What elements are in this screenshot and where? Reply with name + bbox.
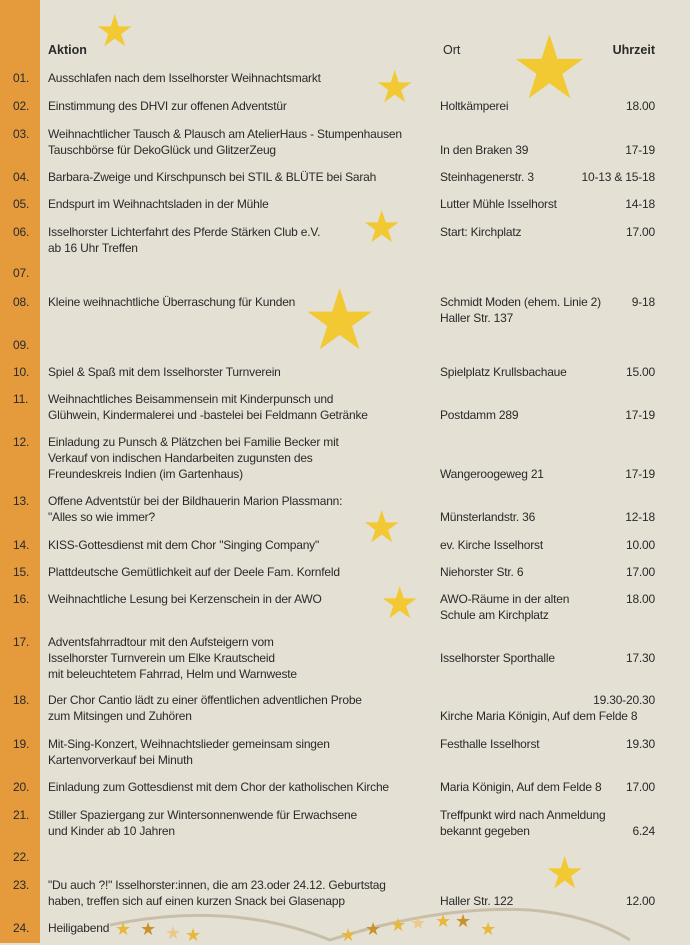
star-garland-decoration — [110, 905, 630, 945]
day-number: 03. — [13, 127, 30, 141]
action-text: "Du auch ?!" Isselhorster:innen, die am 23.oder 24.12. Geburtstag — [48, 878, 386, 892]
day-number: 08. — [13, 295, 30, 309]
time-text: 17-19 — [625, 143, 655, 157]
place-text: Wangeroogeweg 21 — [440, 467, 544, 481]
svg-text:★: ★ — [390, 915, 407, 935]
svg-text:★: ★ — [365, 919, 382, 939]
day-number: 01. — [13, 71, 30, 85]
day-number: 23. — [13, 878, 30, 892]
day-number: 24. — [13, 921, 30, 935]
place-text: Festhalle Isselhorst — [440, 737, 540, 751]
place-text: ev. Kirche Isselhorst — [440, 538, 543, 552]
place-text: In den Braken 39 — [440, 143, 529, 157]
time-text: 17-19 — [625, 408, 655, 422]
star-icon: ★ — [302, 273, 378, 367]
place-text: Steinhagenerstr. 3 — [440, 170, 534, 184]
place-text: Niehorster Str. 6 — [440, 565, 524, 579]
place-text: Spielplatz Krullsbachaue — [440, 365, 567, 379]
action-text: Weihnachtliches Beisammensein mit Kinderpunsch und — [48, 392, 334, 406]
place-text: bekannt gegeben — [440, 824, 530, 838]
action-text: Weihnachtliche Lesung bei Kerzenschein in der AWO — [48, 592, 322, 606]
place-text: Schmidt Moden (ehem. Linie 2) — [440, 295, 601, 309]
action-text: Offene Adventstür bei der Bildhauerin Marion Plassmann: — [48, 494, 343, 508]
svg-text:★: ★ — [410, 913, 427, 933]
time-text: 14-18 — [625, 197, 655, 211]
day-number: 07. — [13, 266, 30, 280]
time-text: 17.00 — [625, 565, 655, 579]
action-text: Kleine weihnachtliche Überraschung für Kunden — [48, 295, 296, 309]
time-text: 12.00 — [625, 894, 655, 908]
svg-text:★: ★ — [115, 919, 132, 939]
day-number: 20. — [13, 780, 30, 794]
action-text: Adventsfahrradtour mit den Aufsteigern vom — [48, 635, 274, 649]
action-text: Der Chor Cantio lädt zu einer öffentlichen adventlichen Probe — [48, 693, 362, 707]
svg-text:★: ★ — [165, 923, 182, 943]
time-text: 17-19 — [625, 467, 655, 481]
action-text: Endspurt im Weihnachtsladen in der Mühle — [48, 197, 269, 211]
star-icon: ★ — [510, 18, 589, 117]
action-text: mit beleuchtetem Fahrrad, Helm und Warnweste — [48, 667, 297, 681]
time-text: 17.00 — [625, 780, 655, 794]
star-icon: ★ — [380, 579, 420, 628]
star-icon: ★ — [362, 503, 402, 552]
action-text: Ausschlafen nach dem Isselhorster Weihnachtsmarkt — [48, 71, 321, 85]
day-number: 02. — [13, 99, 30, 113]
action-text: Isselhorster Lichterfahrt des Pferde Stärken Club e.V. — [48, 225, 321, 239]
star-icon: ★ — [545, 849, 585, 898]
day-number: 18. — [13, 693, 30, 707]
time-text: 9-18 — [631, 295, 655, 309]
header-time: Uhrzeit — [612, 43, 655, 57]
place-text: Isselhorster Sporthalle — [440, 651, 555, 665]
time-text: 12-18 — [625, 510, 655, 524]
time-text: 15.00 — [625, 365, 655, 379]
day-number: 14. — [13, 538, 30, 552]
star-icon: ★ — [362, 203, 402, 252]
svg-text:★: ★ — [480, 919, 497, 939]
place-text: Holtkämperei — [440, 99, 509, 113]
action-text: ab 16 Uhr Treffen — [48, 241, 138, 255]
day-number: 10. — [13, 365, 30, 379]
place-text: AWO-Räume in der alten — [440, 592, 570, 606]
day-number: 15. — [13, 565, 30, 579]
time-text: 18.00 — [625, 99, 655, 113]
place-text: Haller Str. 122 — [440, 894, 514, 908]
svg-text:★: ★ — [435, 911, 452, 931]
svg-text:★: ★ — [140, 919, 157, 939]
time-text: 10.00 — [625, 538, 655, 552]
place-text: Maria Königin, Auf dem Felde 8 — [440, 780, 602, 794]
header-action: Aktion — [48, 43, 87, 57]
day-number: 04. — [13, 170, 30, 184]
day-number: 13. — [13, 494, 30, 508]
time-text: 17.30 — [625, 651, 655, 665]
day-number: 12. — [13, 435, 30, 449]
place-text: Haller Str. 137 — [440, 311, 514, 325]
action-text: Glühwein, Kindermalerei und -bastelei bei Feldmann Getränke — [48, 408, 368, 422]
time-text: 18.00 — [625, 592, 655, 606]
action-text: "Alles so wie immer? — [48, 510, 155, 524]
action-text: Einstimmung des DHVI zur offenen Adventstür — [48, 99, 287, 113]
svg-text:★: ★ — [455, 911, 472, 931]
action-text: Plattdeutsche Gemütlichkeit auf der Deele Fam. Kornfeld — [48, 565, 340, 579]
day-number: 17. — [13, 635, 30, 649]
time-text: 6.24 — [632, 824, 655, 838]
star-icon: ★ — [95, 7, 135, 56]
action-text: Mit-Sing-Konzert, Weihnachtslieder gemeinsam singen — [48, 737, 330, 751]
action-text: Isselhorster Turnverein um Elke Krautscheid — [48, 651, 275, 665]
time-text: 19.30-20.30 — [593, 693, 655, 707]
day-number: 05. — [13, 197, 30, 211]
place-text: Lutter Mühle Isselhorst — [440, 197, 557, 211]
day-number: 06. — [13, 225, 30, 239]
action-text: Einladung zu Punsch & Plätzchen bei Familie Becker mit — [48, 435, 339, 449]
day-number: 16. — [13, 592, 30, 606]
action-text: Tauschbörse für DekoGlück und GlitzerZeug — [48, 143, 276, 157]
action-text: Heiligabend — [48, 921, 110, 935]
time-text: 10-13 & 15-18 — [581, 170, 655, 184]
action-text: Kartenvorverkauf bei Minuth — [48, 753, 193, 767]
star-icon: ★ — [375, 63, 415, 112]
place-text: Postdamm 289 — [440, 408, 519, 422]
action-text: zum Mitsingen und Zuhören — [48, 709, 192, 723]
action-text: KISS-Gottesdienst mit dem Chor "Singing Company" — [48, 538, 320, 552]
header-place: Ort — [443, 43, 461, 57]
action-text: Barbara-Zweige und Kirschpunsch bei STIL & BLÜTE bei Sarah — [48, 170, 377, 184]
action-text: Einladung zum Gottesdienst mit dem Chor der katholischen Kirche — [48, 780, 389, 794]
svg-text:★: ★ — [185, 925, 202, 945]
day-number: 22. — [13, 850, 30, 864]
action-text: Weihnachtlicher Tausch & Plausch am AtelierHaus - Stumpenhausen — [48, 127, 402, 141]
day-number: 11. — [13, 392, 29, 406]
action-text: haben, treffen sich auf einen kurzen Snack bei Glasenapp — [48, 894, 345, 908]
action-text: Freundeskreis Indien (im Gartenhaus) — [48, 467, 243, 481]
svg-text:★: ★ — [340, 925, 357, 945]
action-text: Stiller Spaziergang zur Wintersonnenwende für Erwachsene — [48, 808, 357, 822]
action-text: und Kinder ab 10 Jahren — [48, 824, 175, 838]
time-text: 19.30 — [625, 737, 655, 751]
place-text: Schule am Kirchplatz — [440, 608, 549, 622]
time-text: 17.00 — [625, 225, 655, 239]
action-text: Verkauf von indischen Handarbeiten zugunsten des — [48, 451, 313, 465]
place-text: Start: Kirchplatz — [440, 225, 522, 239]
action-text: Spiel & Spaß mit dem Isselhorster Turnverein — [48, 365, 281, 379]
place-text: Treffpunkt wird nach Anmeldung — [440, 808, 606, 822]
day-number: 21. — [13, 808, 30, 822]
place-text: Kirche Maria Königin, Auf dem Felde 8 — [440, 709, 638, 723]
day-number: 19. — [13, 737, 30, 751]
day-number: 09. — [13, 338, 30, 352]
place-text: Münsterlandstr. 36 — [440, 510, 536, 524]
